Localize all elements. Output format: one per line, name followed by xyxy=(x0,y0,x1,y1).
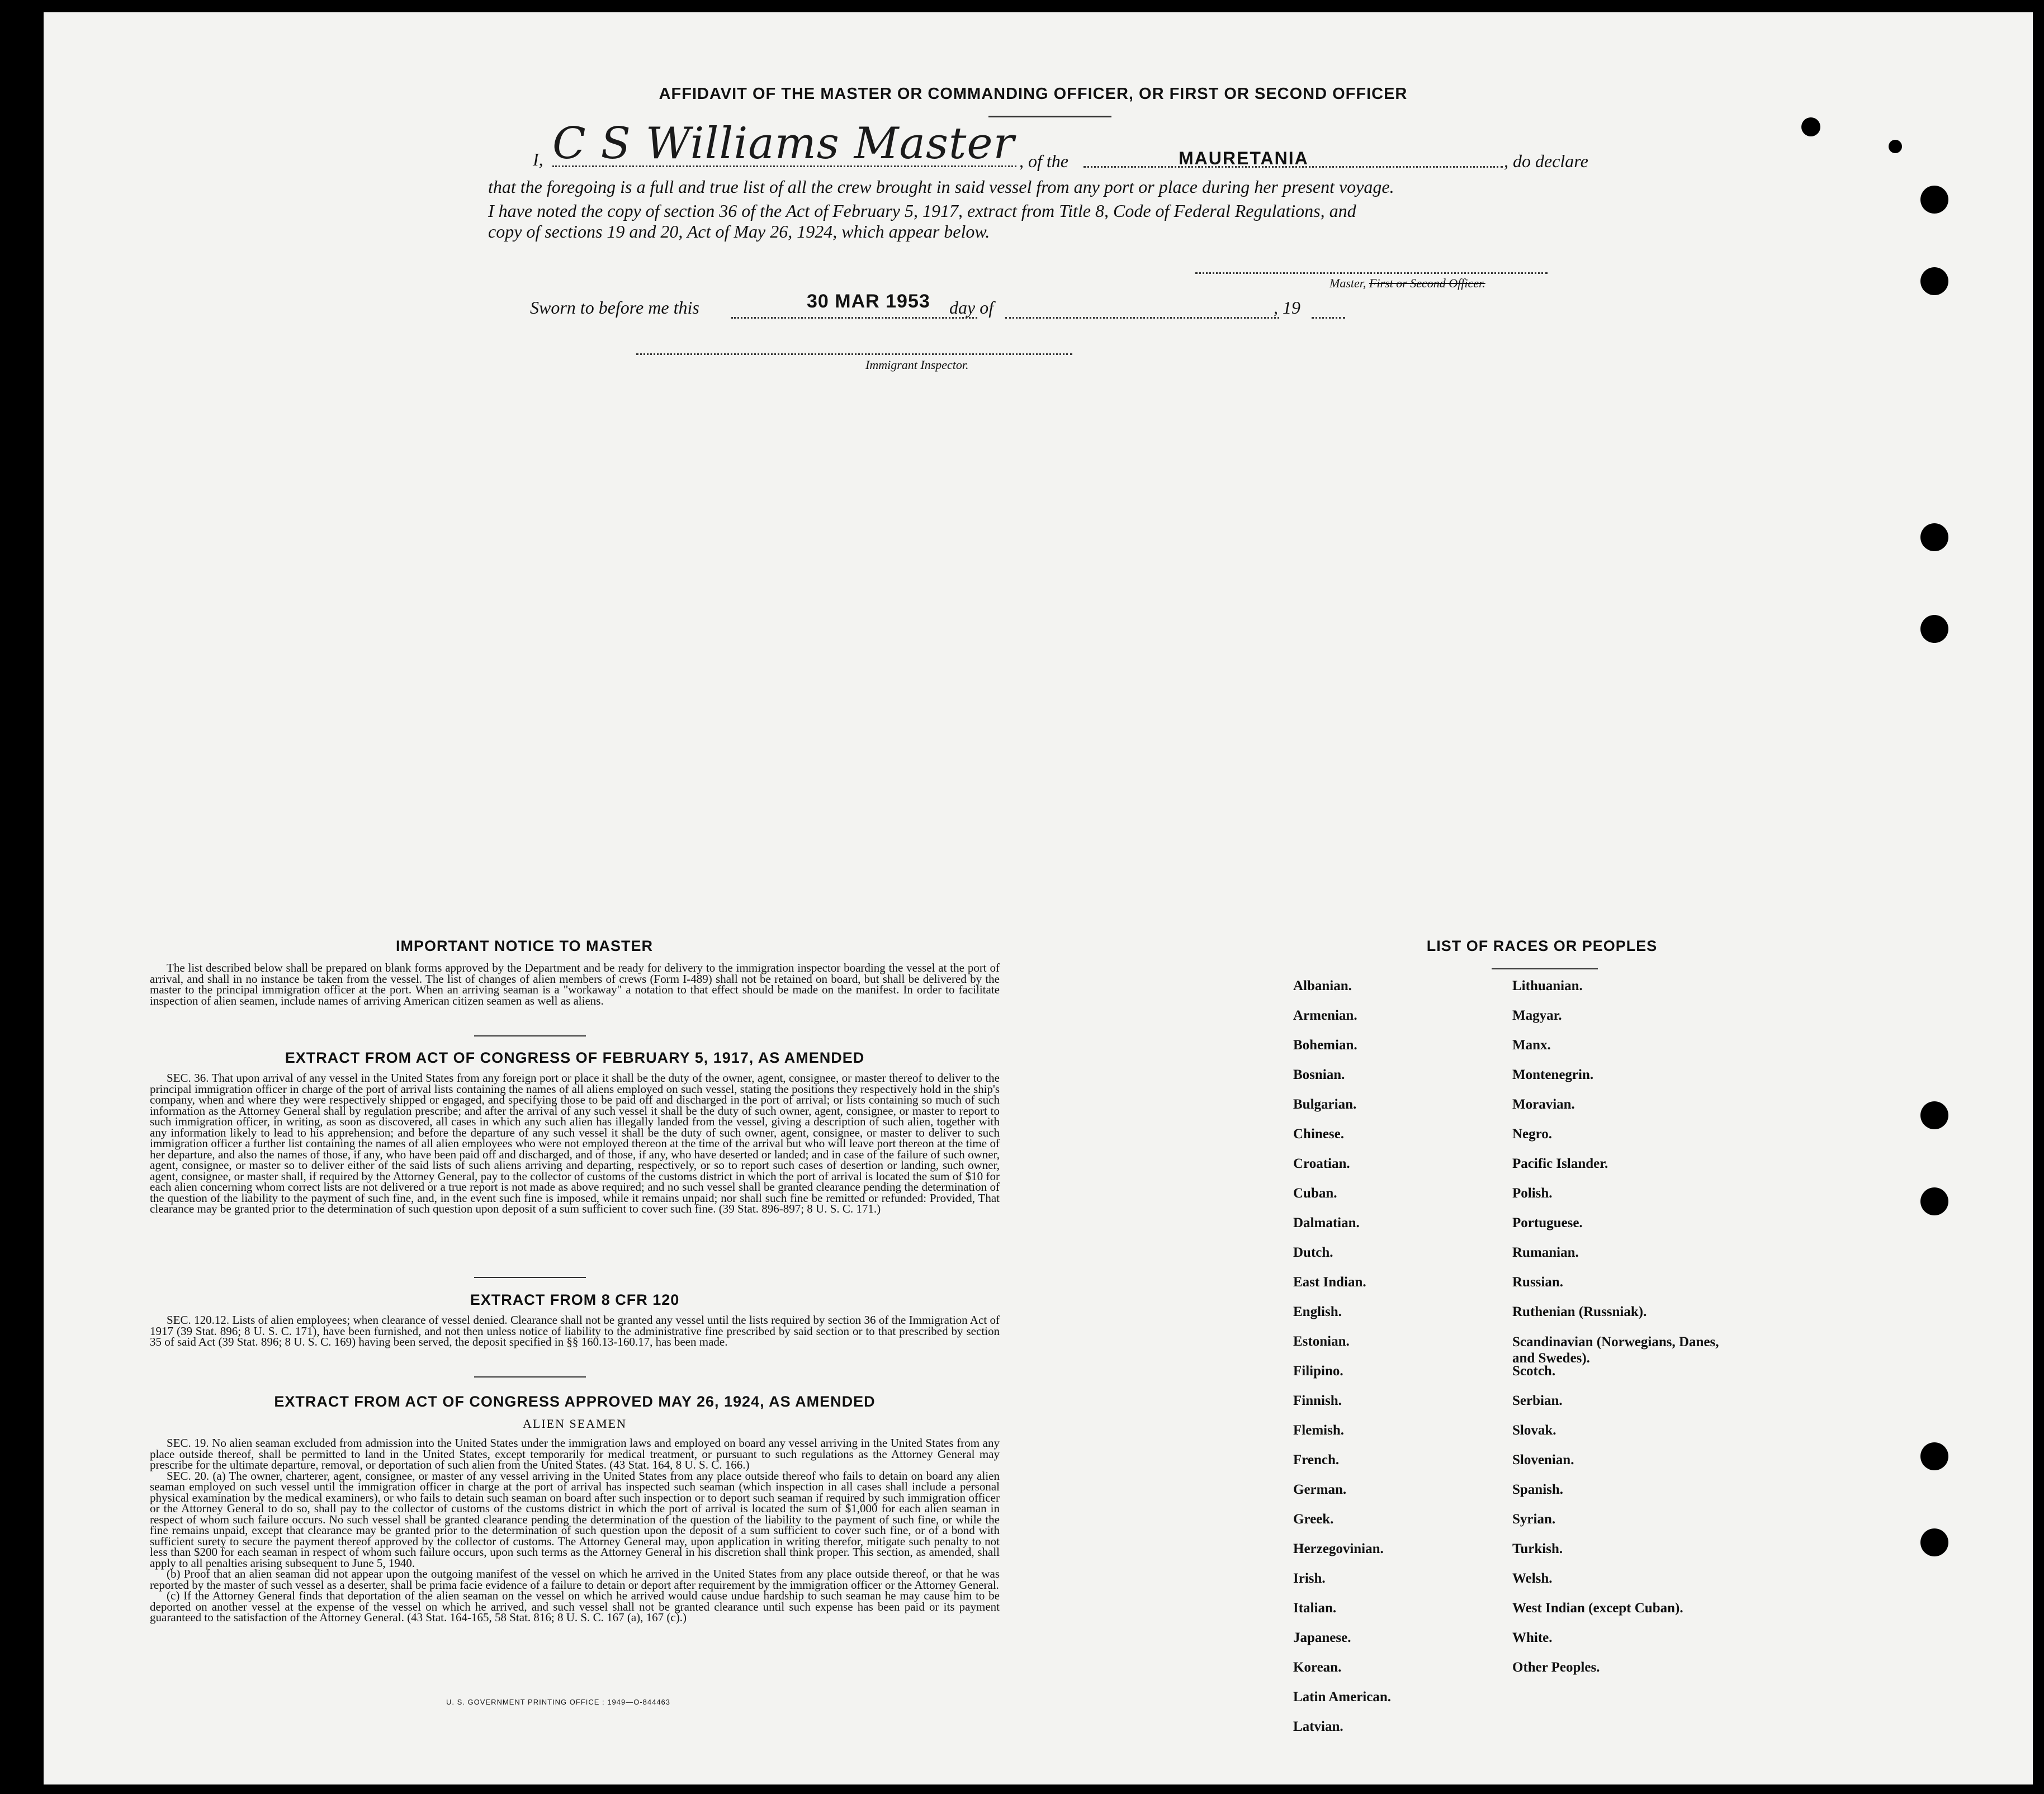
race-item: Russian. xyxy=(1512,1275,1564,1290)
struck-officer-label: First or Second Officer. xyxy=(1369,276,1485,290)
punch-hole xyxy=(1920,615,1948,643)
punch-hole xyxy=(1920,1101,1948,1129)
divider-1 xyxy=(474,1035,586,1036)
affidavit-line-3: I have noted the copy of section 36 of the Act of February 5, 1917, extract from Title 8, Code of Federal Regulations, and xyxy=(488,201,1356,221)
extract-1917-body xyxy=(150,1073,1000,1215)
year-field xyxy=(1312,297,1345,319)
do-declare-text: , do declare xyxy=(1504,151,1588,171)
race-item: Armenian. xyxy=(1293,1008,1357,1023)
affidavit-line-2: that the foregoing is a full and true list of all the crew brought in said vessel from any port or place during her present voyage. xyxy=(488,177,1394,197)
races-title: LIST OF RACES OR PEOPLES xyxy=(1426,938,1658,954)
race-item: Welsh. xyxy=(1512,1571,1553,1586)
races-divider xyxy=(1492,968,1598,969)
race-item: French. xyxy=(1293,1452,1340,1468)
race-item: Dutch. xyxy=(1293,1245,1333,1260)
race-item: Spanish. xyxy=(1512,1482,1564,1497)
notice-body xyxy=(150,963,1000,1006)
ink-mark xyxy=(1801,117,1820,136)
race-item: Dalmatian. xyxy=(1293,1215,1360,1230)
race-item: Moravian. xyxy=(1512,1097,1575,1112)
day-of-text: day of xyxy=(949,297,994,318)
race-item: Bohemian. xyxy=(1293,1038,1357,1053)
vessel-name-stamp: MAURETANIA xyxy=(1179,148,1309,168)
master-label-group xyxy=(1329,276,1485,291)
notice-title: IMPORTANT NOTICE TO MASTER xyxy=(396,938,653,954)
race-item: Estonian. xyxy=(1293,1334,1350,1349)
race-item: Slovenian. xyxy=(1512,1452,1574,1468)
race-item: Bosnian. xyxy=(1293,1067,1345,1082)
inspector-label: Immigrant Inspector. xyxy=(865,358,969,372)
race-item: Latin American. xyxy=(1293,1689,1391,1705)
signature: C S Williams Master xyxy=(552,119,1015,169)
race-item: Turkish. xyxy=(1512,1541,1563,1556)
race-item: Albanian. xyxy=(1293,978,1352,993)
extract-1924-title: EXTRACT FROM ACT OF CONGRESS APPROVED MAY 26, 1924, AS AMENDED xyxy=(274,1393,876,1410)
race-item: Lithuanian. xyxy=(1512,978,1583,993)
race-item: White. xyxy=(1512,1630,1553,1645)
race-item: Scandinavian (Norwegians, Danes, and Swedes). xyxy=(1512,1334,1719,1366)
extract-cfr-body xyxy=(150,1315,1000,1348)
race-item: Chinese. xyxy=(1293,1126,1344,1142)
race-item: English. xyxy=(1293,1304,1342,1319)
race-item: Manx. xyxy=(1512,1038,1551,1053)
race-item: Slovak. xyxy=(1512,1423,1556,1438)
ink-mark xyxy=(1889,140,1902,153)
divider-2 xyxy=(474,1277,586,1278)
race-item: Scotch. xyxy=(1512,1364,1556,1379)
punch-hole xyxy=(1920,267,1948,295)
race-item: Croatian. xyxy=(1293,1156,1350,1171)
sec-20b-paragraph: (b) Proof that an alien seaman did not appear upon the outgoing manifest of the vessel on which he arrived in the United States from any place outside thereof, or that he was reported by the master of such vessel as a deserter, shall be prima facie evidence of a failure to detain or deport after requirement by the immigration officer or the Attorney General. xyxy=(150,1567,1000,1592)
race-item: Montenegrin. xyxy=(1512,1067,1594,1082)
of-the-text: , of the xyxy=(1019,151,1068,171)
i-prefix: I, xyxy=(533,149,543,169)
race-item: Polish. xyxy=(1512,1186,1553,1201)
race-item: Syrian. xyxy=(1512,1512,1556,1527)
race-item: East Indian. xyxy=(1293,1275,1366,1290)
sec-19-paragraph: SEC. 19. No alien seaman excluded from admission into the United States under the immigration laws and employed on board any vessel arriving in the United States from any place outside thereof, shall be permitted to land in the United States, except temporarily for medical treatment, or pursuant to such regulations as the Attorney General may prescribe for the ultimate departure, removal, or deportation of such alien from the United States. (43 Stat. 164, 8 U. S. C. 166.) xyxy=(150,1436,1000,1471)
title-divider xyxy=(988,116,1111,117)
alien-seamen-subtitle: ALIEN SEAMEN xyxy=(523,1417,627,1431)
race-item: Flemish. xyxy=(1293,1423,1344,1438)
race-item: Latvian. xyxy=(1293,1719,1343,1734)
race-item: German. xyxy=(1293,1482,1347,1497)
year-prefix: , 19 xyxy=(1274,297,1300,318)
sworn-date-stamp: 30 MAR 1953 xyxy=(807,291,930,312)
form-page xyxy=(44,12,2033,1784)
race-item: Serbian. xyxy=(1512,1393,1563,1408)
extract-1917-title: EXTRACT FROM ACT OF CONGRESS OF FEBRUARY 5, 1917, AS AMENDED xyxy=(285,1049,865,1066)
race-item: Negro. xyxy=(1512,1126,1553,1142)
race-item: Bulgarian. xyxy=(1293,1097,1357,1112)
race-item: Magyar. xyxy=(1512,1008,1562,1023)
race-item: Cuban. xyxy=(1293,1186,1337,1201)
notice-paragraph: The list described below shall be prepared on blank forms approved by the Department and be ready for delivery to the immigration inspector boarding the vessel at the port of arrival, and shall in no instance be taken from the vessel. The list of changes of alien members of crews (Form I-489) shall not be retained on board, but shall be delivered by the master to the principal immigration officer at the port. When an arriving seaman is a "workaway" a notation to that effect should be made on the manifest. In order to facilitate inspection of alien seamen, include names of arriving American citizen seamen as well as aliens. xyxy=(150,961,1000,1007)
master-label: Master, xyxy=(1329,276,1366,290)
race-item: West Indian (except Cuban). xyxy=(1512,1601,1683,1616)
month-field xyxy=(1005,297,1279,319)
punch-hole xyxy=(1920,1442,1948,1470)
race-item: Filipino. xyxy=(1293,1364,1343,1379)
punch-hole xyxy=(1920,1528,1948,1556)
race-item: Italian. xyxy=(1293,1601,1337,1616)
sec-20c-paragraph: (c) If the Attorney General finds that deportation of the alien seaman on the vessel on which he arrived would cause undue hardship to such seaman he may cause him to be deported on another vessel at the expense of the vessel on which he arrived, and such vessel shall not be granted clearance until such expense has been paid or its payment guaranteed to the satisfaction of the Attorney General. (43 Stat. 164-165, 58 Stat. 816; 8 U. S. C. 167 (a), 167 (c).) xyxy=(150,1589,1000,1624)
race-item: Japanese. xyxy=(1293,1630,1351,1645)
master-signature-field xyxy=(1195,261,1548,274)
divider-3 xyxy=(474,1376,586,1378)
affidavit-line-4: copy of sections 19 and 20, Act of May 26, 1924, which appear below. xyxy=(488,221,990,242)
race-item: Herzegovinian. xyxy=(1293,1541,1384,1556)
race-item: Greek. xyxy=(1293,1512,1334,1527)
race-item: Finnish. xyxy=(1293,1393,1342,1408)
race-item: Portuguese. xyxy=(1512,1215,1583,1230)
inspector-signature-field xyxy=(636,342,1072,355)
punch-hole xyxy=(1920,186,1948,214)
race-item: Korean. xyxy=(1293,1660,1342,1675)
sworn-prefix: Sworn to before me this xyxy=(530,297,699,318)
punch-hole xyxy=(1920,1187,1948,1215)
extract-cfr-title: EXTRACT FROM 8 CFR 120 xyxy=(470,1291,680,1308)
race-item: Pacific Islander. xyxy=(1512,1156,1608,1171)
race-item: Irish. xyxy=(1293,1571,1326,1586)
race-item: Ruthenian (Russniak). xyxy=(1512,1304,1647,1319)
affidavit-title: AFFIDAVIT OF THE MASTER OR COMMANDING OFFICER, OR FIRST OR SECOND OFFICER xyxy=(659,85,1408,103)
sec-120-12-paragraph: SEC. 120.12. Lists of alien employees; when clearance of vessel denied. Clearance shall not be granted any vessel until the lists required by section 36 of the Immigration Act of 1917 (39 Stat. 896; 8 U. S. C. 171), have been furnished, and not then unless notice of liability to the administrative fine prescribed by said section or to that prescribed by section 35 of said Act (39 Stat. 896; 8 U. S. C. 169) having been served, the deposit specified in §§ 160.13-160.17, has been made. xyxy=(150,1313,1000,1348)
printer-note: U. S. GOVERNMENT PRINTING OFFICE : 1949—O-844463 xyxy=(446,1698,671,1706)
extract-1924-body xyxy=(150,1438,1000,1623)
race-item: Other Peoples. xyxy=(1512,1660,1600,1675)
sec-20a-paragraph: SEC. 20. (a) The owner, charterer, agent, consignee, or master of any vessel arriving in the United States from any place outside thereof who fails to detain on board any alien seaman employed on such vessel until the immigration officer in charge at the port of arrival has inspected such seaman (which inspection in all cases shall include a personal physical examination by the medical examiners), or who fails to detain such seaman on board after such inspection or to deport such seaman if required by such immigration officer or the Attorney General to do so, shall pay to the collector of customs of the customs district in which the port of arrival is located the sum of $1,000 for each alien seaman in respect of whom such failure occurs. No such vessel shall be granted clearance pending the determination of the question of the liability to the payment of such fine, or while the fine remains unpaid, except that clearance may be granted prior to the determination of such question upon the deposit of a sum sufficient to cover such fine, or of a bond with sufficient surety to secure the payment thereof approved by the collector of customs. The Attorney General may, upon application in writing therefor, mitigate such penalty to not less than $200 for each seaman in respect of whom such failure occurs, upon such terms as the Attorney General in his discretion shall think proper. This section, as amended, shall apply to all penalties arising subsequent to June 5, 1940. xyxy=(150,1469,1000,1570)
punch-hole xyxy=(1920,523,1948,551)
sec-36-paragraph: SEC. 36. That upon arrival of any vessel in the United States from any foreign port or place it shall be the duty of the owner, agent, consignee, or master thereof to deliver to the principal immigration officer in charge of the port of arrival lists containing the names of all aliens employed on such vessel, stating the positions they respectively hold in the ship's company, when and where they were respectively shipped or engaged, and specifying those to be paid off and discharged in the port of arrival; or lists containing so much of such information as the Attorney General shall by regulation prescribe; and after the arrival of any such vessel it shall be the duty of such owner, agent, consignee, or master to report to such immigration officer, in writing, as soon as discovered, all cases in which any such alien has illegally landed from the vessel, giving a description of such alien, together with any information likely to lead to his apprehension; and before the departure of any such vessel it shall be the duty of such owner, agent, consignee, or master to deliver to such immigration officer a further list containing the names of all alien employees who were not employed thereon at the time of the arrival but who will leave port thereon at the time of her departure, and also the names of those, if any, who have been paid off and discharged, and of those, if any, who have deserted or landed; and in case of the failure of such owner, agent, consignee, or master so to deliver either of the said lists of such aliens arriving and departing, respectively, or so to report such cases of desertion or landing, such owner, agent, consignee, or master shall, if required by the Attorney General, pay to the collector of customs of the customs district in which the port of arrival is located the sum of $10 for each alien concerning whom correct lists are not delivered or a true report is not made as above required; and no such vessel shall be granted clearance pending the determination of the question of the liability to the payment of such fine, and, in the event such fine is imposed, while it remains unpaid; nor shall such fine be remitted or refunded: Provided, That clearance may be granted prior to the determination of such question upon deposit of a sum sufficient to cover such fine. (39 Stat. 896-897; 8 U. S. C. 171.) xyxy=(150,1071,1000,1215)
race-item: Rumanian. xyxy=(1512,1245,1579,1260)
